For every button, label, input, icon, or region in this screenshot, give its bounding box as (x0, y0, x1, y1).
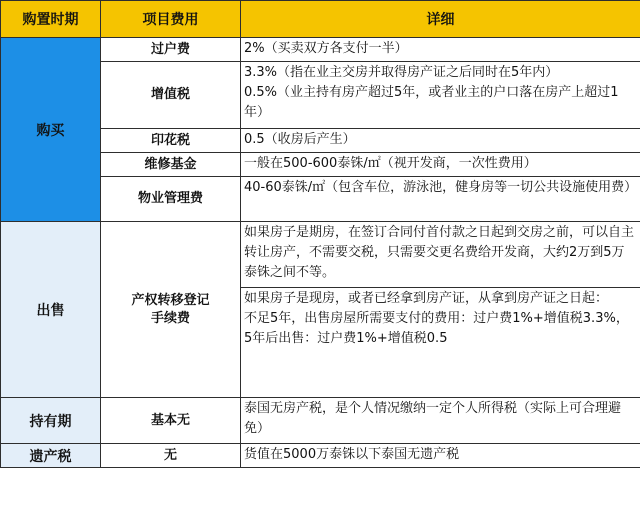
item-inheritance: 无 (101, 444, 241, 468)
item-holding: 基本无 (101, 398, 241, 444)
detail-sale-offplan: 如果房子是期房，在签订合同付首付款之日起到交房之前，可以自主转让房产，不需要交税，只需要交更名费给开发商，大约2万到5万泰铢之间不等。 (244, 225, 635, 280)
row-inheritance (1, 444, 640, 468)
item-property-mgmt: 物业管理费 (101, 177, 241, 222)
detail-property-mgmt: 40-60泰铢/㎡（包含车位，游泳池，健身房等一切公共设施使用费） (244, 180, 638, 195)
category-inheritance: 遗产税 (1, 444, 101, 468)
detail-holding: 泰国无房产税，是个人情况缴纳一定个人所得税（实际上可合理避免） (244, 401, 622, 436)
row-holding (1, 398, 640, 444)
detail-stamp-duty: 0.5（收房后产生） (244, 132, 356, 147)
detail-inheritance: 货值在5000万泰铢以下泰国无遗产税 (244, 447, 460, 462)
row-transfer-fee (1, 38, 640, 62)
detail-sale-ready: 如果房子是现房，或者已经拿到房产证，从拿到房产证之日起： 不足5年，出售房屋所需要支付的费用：过户费1%+增值税3.3%， 5年后出售：过户费1%+增值税0.5 (244, 291, 629, 346)
header-item: 项目费用 (101, 1, 241, 38)
header-detail: 详细 (241, 1, 640, 38)
row-sale-offplan (1, 222, 640, 288)
item-maintenance-fund: 维修基金 (101, 153, 241, 177)
category-purchase: 购买 (1, 38, 101, 222)
header-row (1, 1, 640, 38)
category-sale: 出售 (1, 222, 101, 398)
detail-maintenance-fund: 一般在500-600泰铢/㎡（视开发商，一次性费用） (244, 156, 537, 171)
item-vat: 增值税 (101, 62, 241, 129)
item-sale-transfer: 产权转移登记 手续费 (131, 292, 210, 326)
item-transfer-fee: 过户费 (101, 38, 241, 62)
detail-transfer-fee: 2%（买卖双方各支付一半） (244, 41, 408, 56)
detail-vat: 3.3%（指在业主交房并取得房产证之后同时在5年内） 0.5%（业主持有房产超过5年，或者业主的户口落在房产上超过1年） (244, 65, 619, 120)
item-stamp-duty: 印花税 (101, 129, 241, 153)
category-holding: 持有期 (1, 398, 101, 444)
header-period: 购置时期 (1, 1, 101, 38)
